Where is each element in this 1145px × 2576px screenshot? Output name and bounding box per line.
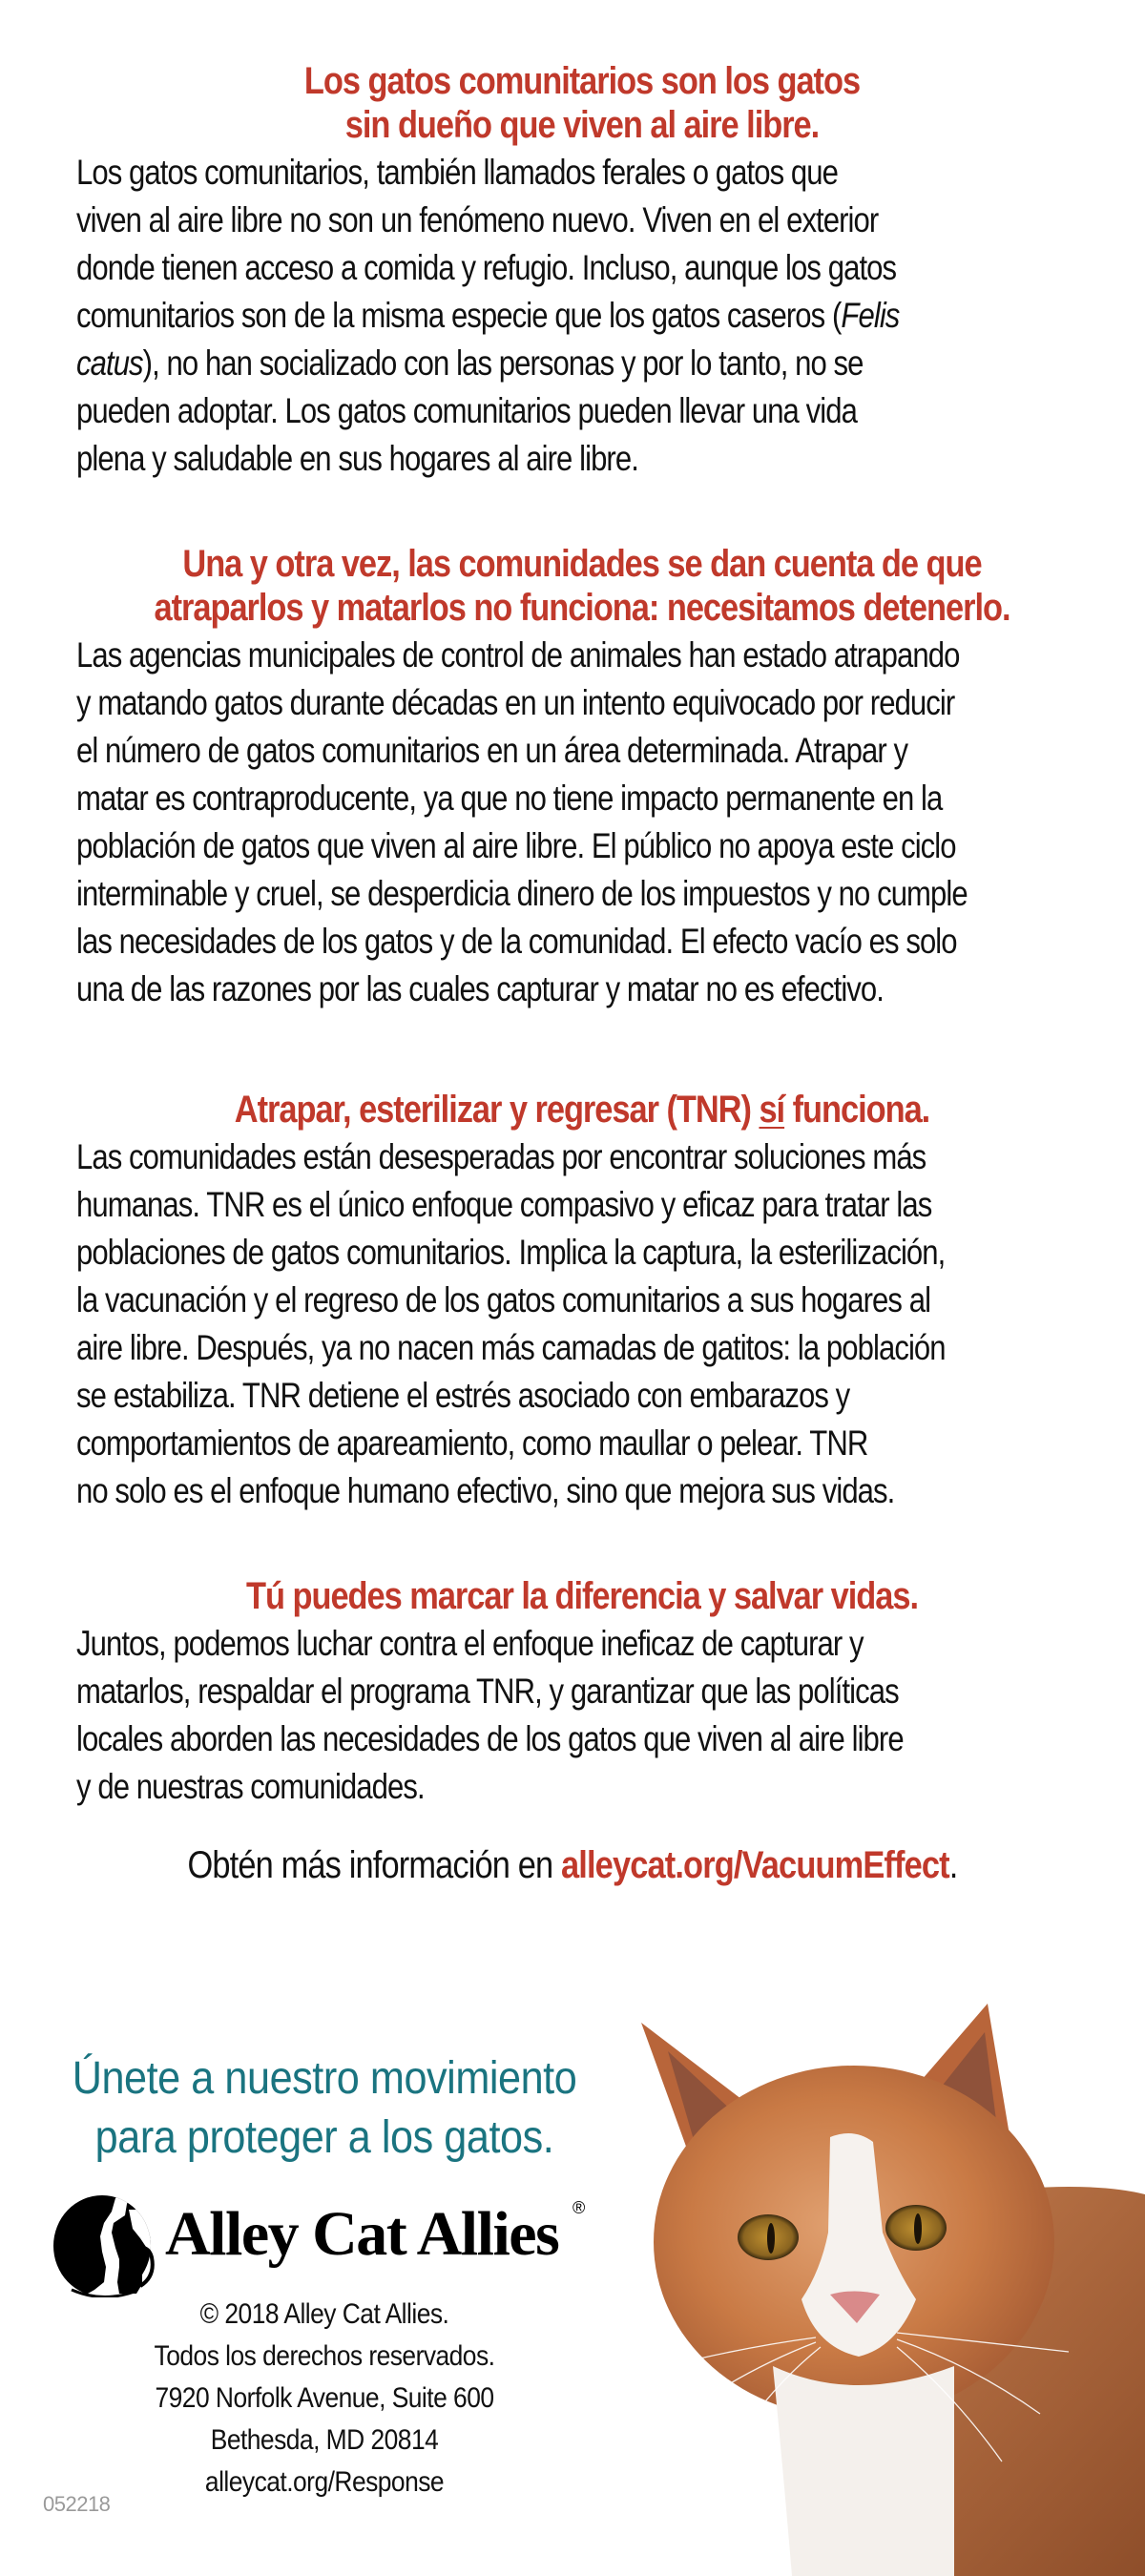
section-heading <box>147 1574 1017 1618</box>
rights-line: Todos los derechos reservados. <box>154 2340 495 2372</box>
body-line: Las comunidades están desesperadas por encontrar soluciones más <box>76 1137 926 1176</box>
vacuum-effect-link[interactable]: alleycat.org/VacuumEffect <box>561 1844 949 1886</box>
orange-cat-photo <box>611 1984 1145 2576</box>
registered-mark: ® <box>572 2198 586 2217</box>
body-line: se estabiliza. TNR detiene el estrés asociado con embarazos y <box>76 1376 850 1415</box>
cta-line: Únete a nuestro movimiento <box>72 2053 577 2104</box>
body-line: una de las razones por las cuales capturar y matar no es efectivo. <box>76 969 884 1008</box>
heading-line: sin dueño que viven al aire libre. <box>344 104 820 146</box>
body-line: comportamientos de apareamiento, como maullar o pelear. TNR <box>76 1423 868 1463</box>
section-body <box>76 149 926 483</box>
section-trap-and-kill <box>76 542 1088 1013</box>
print-code: 052218 <box>43 2492 111 2516</box>
more-info-suffix: . <box>948 1844 958 1886</box>
body-line: matarlos, respaldar el programa TNR, y garantizar que las políticas <box>76 1672 899 1711</box>
body-line: matar es contraproducente, ya que no tiene impacto permanente en la <box>76 779 943 818</box>
alley-cat-allies-logo <box>52 2191 587 2300</box>
body-line: plena y saludable en sus hogares al aire libre. <box>76 439 638 478</box>
address-street: 7920 Norfolk Avenue, Suite 600 <box>155 2382 494 2414</box>
body-line: la vacunación y el regreso de los gatos comunitarios a sus hogares al <box>76 1280 931 1319</box>
body-line: y de nuestras comunidades. <box>76 1767 425 1806</box>
body-line <box>76 340 926 387</box>
heading-line: Una y otra vez, las comunidades se dan cuenta de que <box>182 543 982 585</box>
body-line: poblaciones de gatos comunitarios. Implica la captura, la esterilización, <box>76 1233 946 1272</box>
join-movement-heading <box>58 2049 591 2168</box>
body-line: el número de gatos comunitarios en un área determinada. Atrapar y <box>76 731 908 770</box>
scientific-name: Felis <box>841 296 900 335</box>
section-body <box>76 632 968 1013</box>
section-heading <box>147 1088 1017 1132</box>
body-line: donde tienen acceso a comida y refugio. Incluso, aunque los gatos <box>76 248 897 287</box>
response-url[interactable]: alleycat.org/Response <box>204 2466 445 2498</box>
body-line: Juntos, podemos luchar contra el enfoque ineficaz de capturar y <box>76 1624 864 1663</box>
body-line: humanas. TNR es el único enfoque compasivo y eficaz para tratar las <box>76 1185 932 1224</box>
logo-wordmark: Alley Cat Allies <box>165 2199 559 2269</box>
section-body <box>76 1133 946 1515</box>
emphasis-underlined: sí <box>759 1089 785 1131</box>
body-line: y matando gatos durante décadas en un intento equivocado por reducir <box>76 683 955 722</box>
heading-text: funciona. <box>784 1089 930 1131</box>
body-line: las necesidades de los gatos y de la comunidad. El efecto vacío es solo <box>76 922 957 961</box>
more-info-line <box>80 1841 1065 1889</box>
heading-line: Los gatos comunitarios son los gatos <box>303 60 861 102</box>
section-community-cats <box>76 59 1088 483</box>
body-line: no solo es el enfoque humano efectivo, sino que mejora sus vidas. <box>76 1471 895 1510</box>
body-line: población de gatos que viven al aire libre. El público no apoya este ciclo <box>76 826 956 865</box>
section-heading <box>147 542 1017 630</box>
section-make-a-difference <box>76 1574 1088 1811</box>
copyright-line: © 2018 Alley Cat Allies. <box>199 2298 449 2330</box>
address-city: Bethesda, MD 20814 <box>210 2424 439 2456</box>
section-tnr-works <box>76 1088 1088 1515</box>
body-line <box>76 292 926 340</box>
body-line: Los gatos comunitarios, también llamados ferales o gatos que <box>76 153 839 192</box>
cta-line: para proteger a los gatos. <box>94 2112 554 2163</box>
body-line: aire libre. Después, ya no nacen más camadas de gatitos: la población <box>76 1328 946 1367</box>
body-line: interminable y cruel, se desperdicia dinero de los impuestos y no cumple <box>76 874 968 913</box>
body-text-fragment: ), no han socializado con las personas y por lo tanto, no se <box>142 343 864 383</box>
body-line: locales aborden las necesidades de los gatos que viven al aire libre <box>76 1719 904 1758</box>
cat-silhouette-icon <box>52 2191 156 2297</box>
more-info-prefix: Obtén más información en <box>187 1844 562 1886</box>
section-heading <box>147 59 1017 147</box>
scientific-name: catus <box>76 343 143 383</box>
copyright-address-block <box>97 2294 551 2503</box>
body-line: pueden adoptar. Los gatos comunitarios pueden llevar una vida <box>76 391 857 430</box>
body-line: Las agencias municipales de control de animales han estado atrapando <box>76 635 960 675</box>
body-text-fragment: comunitarios son de la misma especie que los gatos caseros ( <box>76 296 842 335</box>
heading-text: Atrapar, esterilizar y regresar (TNR) <box>234 1089 760 1131</box>
heading-line: atraparlos y matarlos no funciona: necesitamos detenerlo. <box>154 587 1010 629</box>
body-line: viven al aire libre no son un fenómeno nuevo. Viven en el exterior <box>76 200 879 239</box>
section-body <box>76 1620 926 1811</box>
heading-line: Tú puedes marcar la diferencia y salvar vidas. <box>246 1575 918 1617</box>
